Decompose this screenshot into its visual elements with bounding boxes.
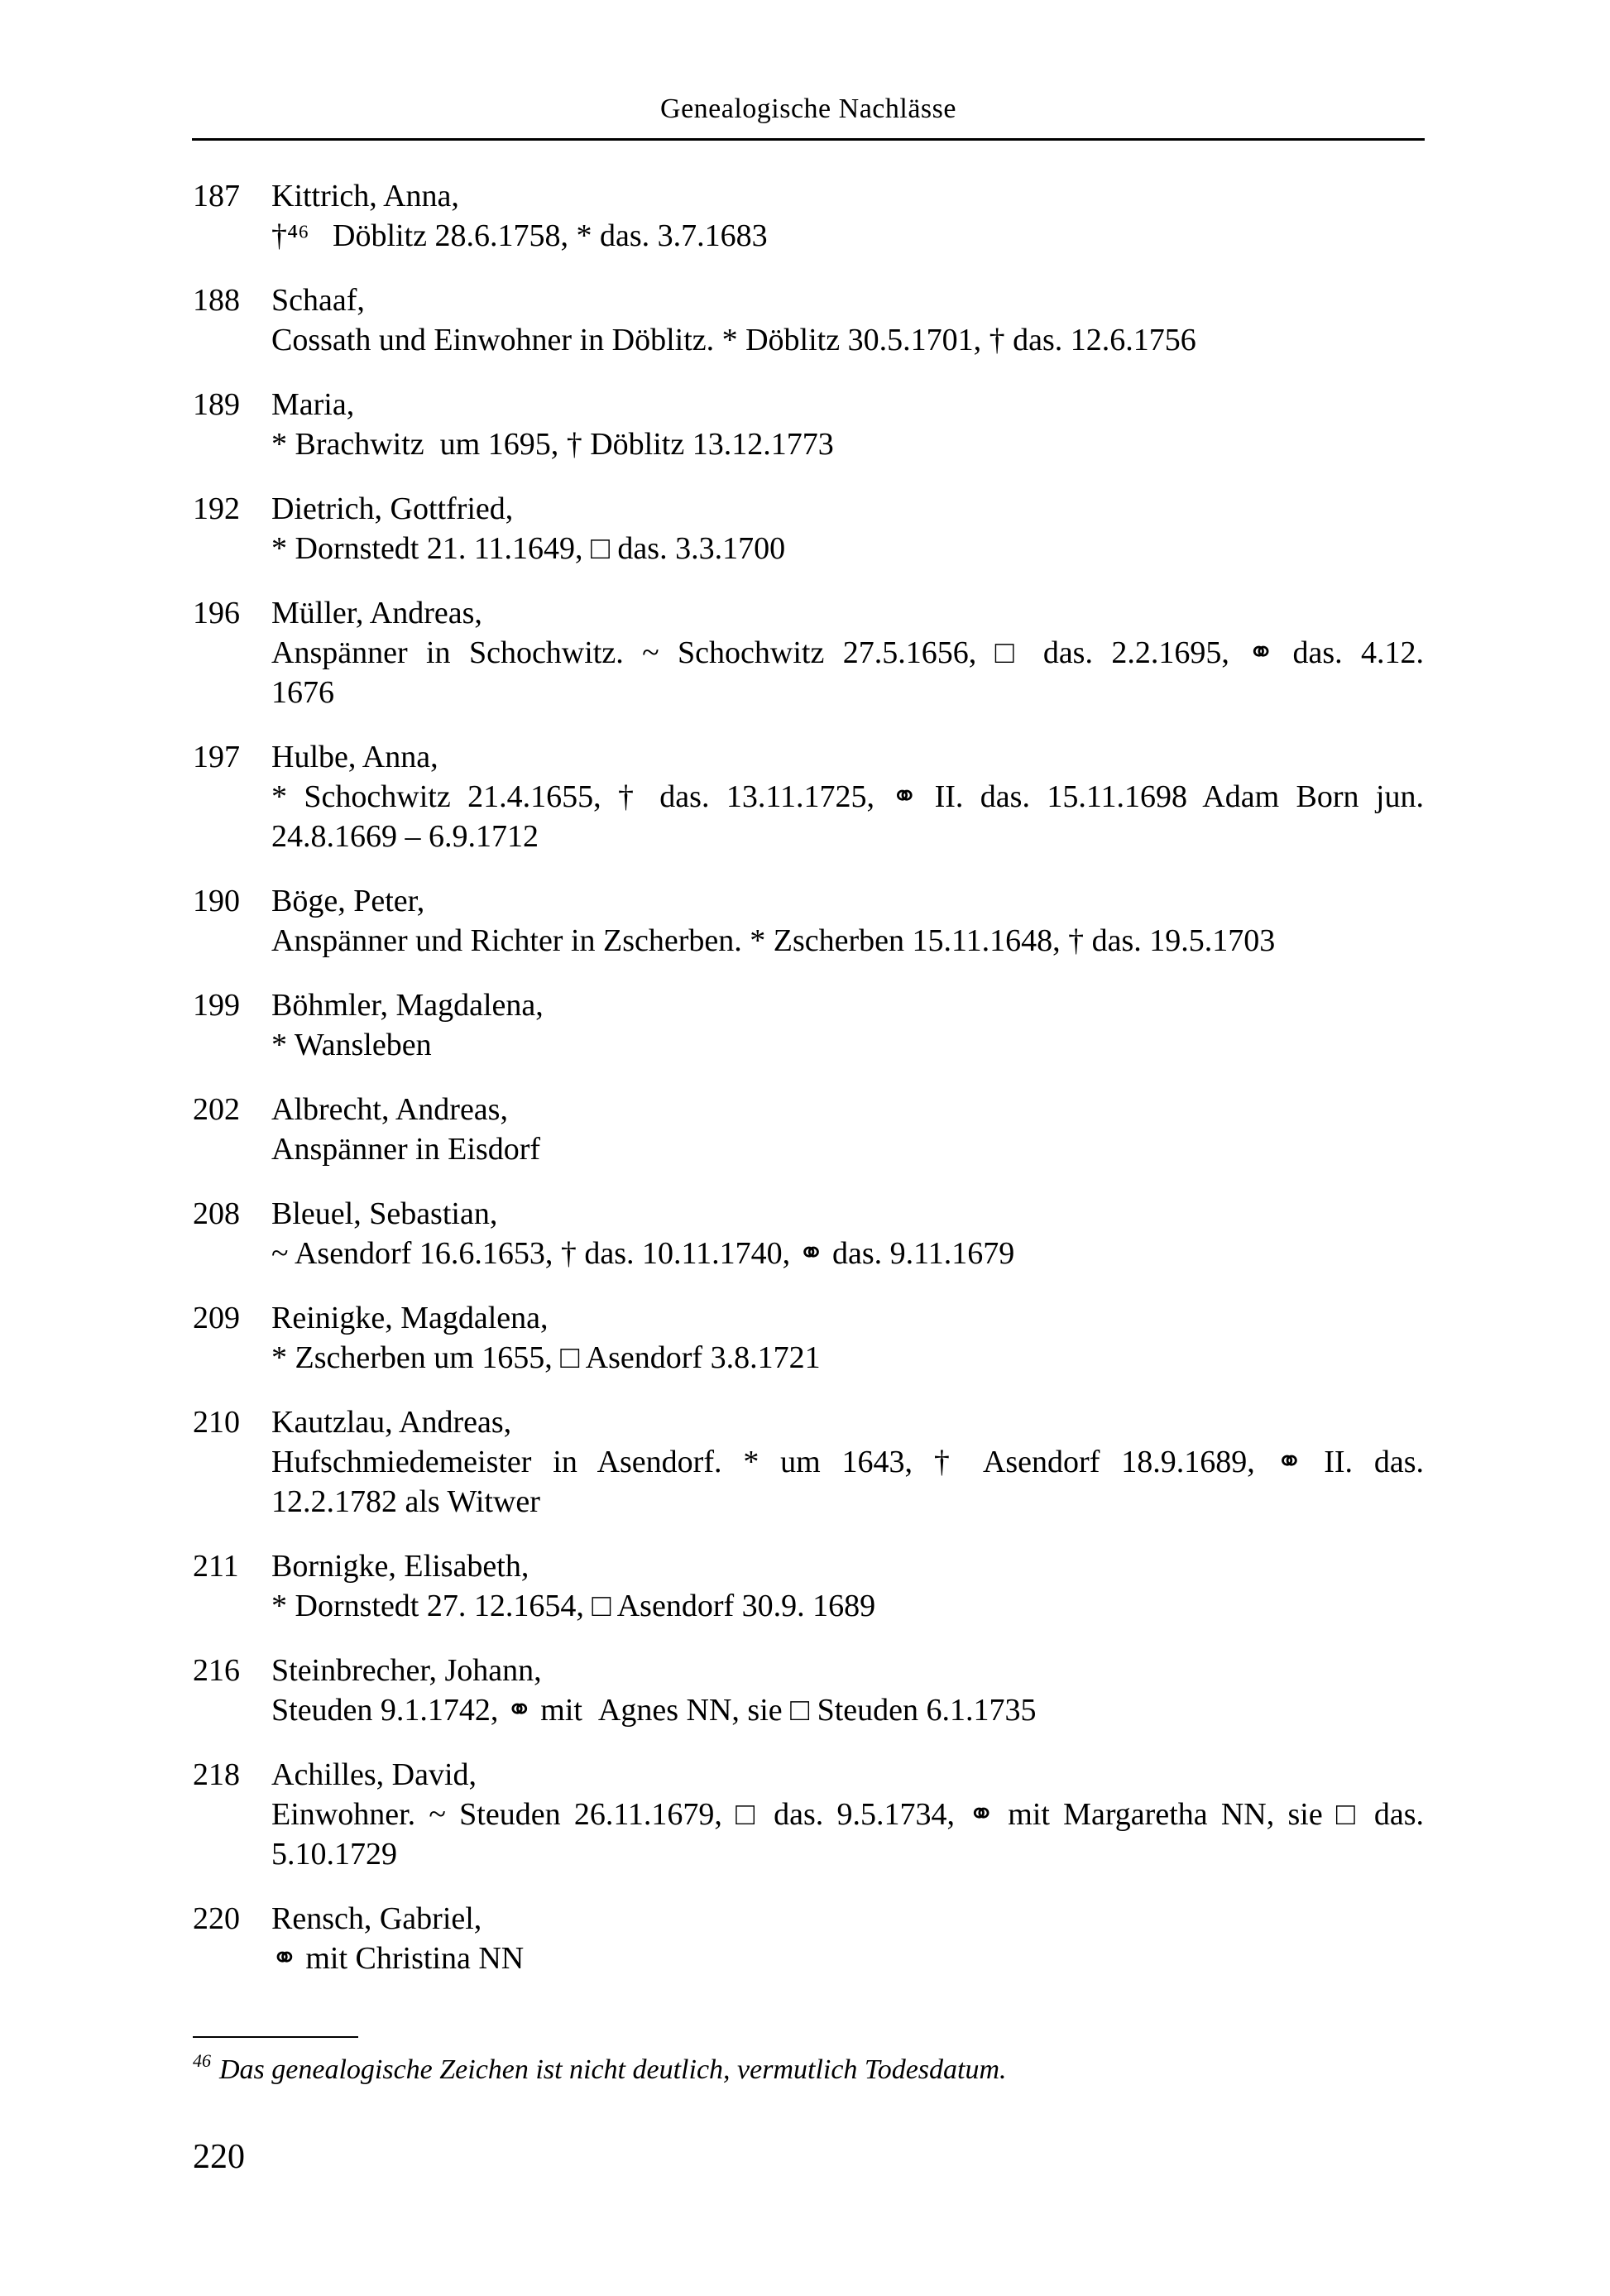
entry-name: Böhmler, Magdalena, [271, 988, 544, 1023]
entry-body [271, 1546, 1424, 1626]
entry-number: 210 [193, 1405, 240, 1440]
entry-detail-line: Einwohner. ~ Steuden 26.11.1679, □ das. 9.5.1734, ⚭ mit Margaretha NN, sie □ das. [271, 1797, 1424, 1832]
entry [193, 1546, 1424, 1626]
entry-name: Albrecht, Andreas, [271, 1092, 508, 1127]
page-number: 220 [193, 2138, 245, 2176]
entry [193, 1899, 1424, 1978]
entry-name: Maria, [271, 387, 355, 422]
entry-number: 208 [193, 1196, 240, 1231]
entry [193, 737, 1424, 856]
entry-detail-line: * Zscherben um 1655, □ Asendorf 3.8.1721 [271, 1340, 821, 1375]
entry-number: 189 [193, 387, 240, 422]
entry-number: 216 [193, 1653, 240, 1688]
entry-name: Dietrich, Gottfried, [271, 491, 514, 526]
entry-number: 187 [193, 179, 240, 213]
entry-body [271, 385, 1424, 464]
entry [193, 593, 1424, 712]
entry-number: 211 [193, 1549, 239, 1584]
entry-number: 199 [193, 988, 240, 1023]
entry-name: Kautzlau, Andreas, [271, 1405, 512, 1440]
entry-name: Rensch, Gabriel, [271, 1901, 482, 1936]
entry-detail-line: ~ Asendorf 16.6.1653, † das. 10.11.1740, ⚭ das. 9.11.1679 [271, 1236, 1015, 1271]
footnote-rule [193, 2036, 358, 2038]
entry-name: Bornigke, Elisabeth, [271, 1549, 529, 1584]
entry [193, 1755, 1424, 1874]
entry-body [271, 737, 1424, 856]
entry [193, 176, 1424, 256]
entry-body [271, 1899, 1424, 1978]
entries-list [193, 176, 1424, 2003]
entry-body [271, 1194, 1424, 1273]
entry-detail-line: Steuden 9.1.1742, ⚭ mit Agnes NN, sie □ Steuden 6.1.1735 [271, 1693, 1037, 1728]
entry-name: Steinbrecher, Johann, [271, 1653, 542, 1688]
entry-detail-line: †⁴⁶ Döblitz 28.6.1758, * das. 3.7.1683 [271, 218, 768, 253]
entry-detail-line: Hufschmiedemeister in Asendorf. * um 1643, † Asendorf 18.9.1689, ⚭ II. das. [271, 1445, 1424, 1479]
entry [193, 1298, 1424, 1378]
entry-detail-line: 24.8.1669 – 6.9.1712 [271, 819, 539, 854]
footnote-marker: 46 [193, 2050, 211, 2071]
footnote-text: Das genealogische Zeichen ist nicht deutlich, vermutlich Todesdatum. [219, 2054, 1007, 2085]
entry-detail-line: 12.2.1782 als Witwer [271, 1484, 540, 1519]
entry [193, 1090, 1424, 1169]
entry-body [271, 1090, 1424, 1169]
entry-detail-line: * Dornstedt 21. 11.1649, □ das. 3.3.1700 [271, 531, 786, 566]
entry [193, 1402, 1424, 1522]
entry-body [271, 985, 1424, 1065]
entry-body [271, 176, 1424, 256]
entry-name: Kittrich, Anna, [271, 179, 459, 213]
entry-detail-line: ⚭ mit Christina NN [271, 1941, 525, 1976]
entry-name: Böge, Peter, [271, 884, 425, 918]
entry [193, 385, 1424, 464]
entry-number: 209 [193, 1301, 240, 1335]
entry-number: 218 [193, 1757, 240, 1792]
entry-number: 188 [193, 283, 240, 318]
entry-detail-line: Anspänner und Richter in Zscherben. * Zscherben 15.11.1648, † das. 19.5.1703 [271, 923, 1276, 958]
entry-body [271, 280, 1424, 360]
entry-detail-line: * Schochwitz 21.4.1655, † das. 13.11.1725, ⚭ II. das. 15.11.1698 Adam Born jun. [271, 779, 1424, 814]
entry-number: 190 [193, 884, 240, 918]
entry-name: Reinigke, Magdalena, [271, 1301, 549, 1335]
entry-name: Müller, Andreas, [271, 596, 482, 630]
entry-detail-line: Anspänner in Eisdorf [271, 1132, 541, 1167]
entry-body [271, 1651, 1424, 1730]
entry-number: 192 [193, 491, 240, 526]
entry [193, 1651, 1424, 1730]
entry-name: Schaaf, [271, 283, 365, 318]
entry-detail-line: Cossath und Einwohner in Döblitz. * Döblitz 30.5.1701, † das. 12.6.1756 [271, 323, 1196, 357]
entry-body [271, 489, 1424, 568]
header-rule [192, 138, 1425, 141]
entry [193, 985, 1424, 1065]
entry-detail-line: * Brachwitz um 1695, † Döblitz 13.12.1773 [271, 427, 834, 462]
entry [193, 881, 1424, 961]
entry-body [271, 1755, 1424, 1874]
entry-detail-line: 1676 [271, 675, 334, 710]
entry-name: Bleuel, Sebastian, [271, 1196, 498, 1231]
entry-body [271, 881, 1424, 961]
entry-number: 196 [193, 596, 240, 630]
entry-detail-line: 5.10.1729 [271, 1837, 397, 1872]
entry-name: Achilles, David, [271, 1757, 477, 1792]
entry-number: 202 [193, 1092, 240, 1127]
entry [193, 1194, 1424, 1273]
page-header-title: Genealogische Nachlässe [660, 93, 956, 124]
entry [193, 489, 1424, 568]
entry [193, 280, 1424, 360]
entry-detail-line: * Wansleben [271, 1028, 432, 1062]
footnote [193, 2050, 1424, 2087]
entry-body [271, 1402, 1424, 1522]
entry-body [271, 593, 1424, 712]
entry-number: 220 [193, 1901, 240, 1936]
entry-detail-line: Anspänner in Schochwitz. ~ Schochwitz 27.5.1656, □ das. 2.2.1695, ⚭ das. 4.12. [271, 635, 1424, 670]
entry-number: 197 [193, 740, 240, 774]
entry-name: Hulbe, Anna, [271, 740, 438, 774]
entry-body [271, 1298, 1424, 1378]
entry-detail-line: * Dornstedt 27. 12.1654, □ Asendorf 30.9. 1689 [271, 1589, 876, 1623]
